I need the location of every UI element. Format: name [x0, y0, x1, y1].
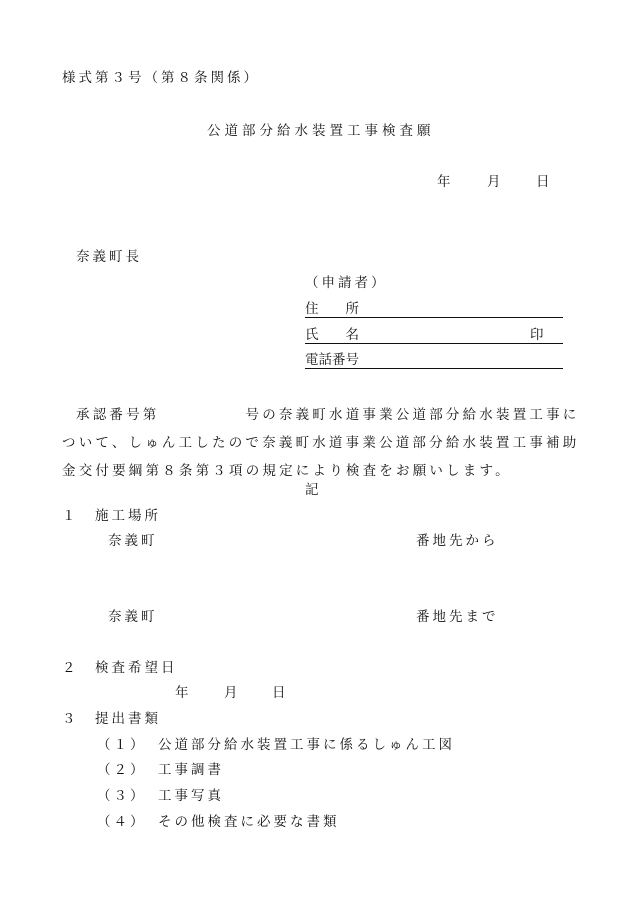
request-paragraph: [62, 401, 580, 485]
paragraph-line-2: ついて、しゅん工したので奈義町水道事業公道部分給水装置工事補助: [62, 435, 580, 451]
inspection-month-label: 月: [224, 685, 238, 701]
document-item-3-number: （３）: [97, 788, 147, 804]
applicant-heading: （申請者）: [305, 275, 388, 291]
ki-label: 記: [305, 482, 319, 498]
paragraph-line-3: 金交付要綱第８条第３項の規定により検査をお願いします。: [62, 463, 512, 479]
section2-heading: ２ 検査希望日: [62, 660, 178, 676]
document-item-1-text: 公道部分給水装置工事に係るしゅん工図: [158, 737, 455, 753]
section3-heading: ３ 提出書類: [62, 711, 161, 727]
phone-underline: [305, 368, 563, 369]
document-item-2-number: （２）: [97, 762, 147, 778]
document-item-1-number: （１）: [97, 737, 147, 753]
document-item-4-text: その他検査に必要な書類: [158, 814, 340, 830]
document-title: 公道部分給水装置工事検査願: [207, 123, 435, 139]
section1-heading: １ 施工場所: [62, 508, 161, 524]
form-number: 様式第３号（第８条関係）: [62, 70, 260, 86]
name-underline: [305, 343, 563, 344]
inspection-day-label: 日: [272, 685, 286, 701]
date-year-label: 年: [437, 174, 451, 190]
to-suffix: 番地先まで: [416, 609, 499, 625]
document-item-3-text: 工事写真: [158, 788, 224, 804]
from-suffix: 番地先から: [416, 533, 499, 549]
document-item-4-number: （４）: [97, 814, 147, 830]
to-town: 奈義町: [108, 609, 158, 625]
date-month-label: 月: [487, 174, 501, 190]
from-town: 奈義町: [108, 533, 158, 549]
seal-label: 印: [530, 327, 544, 343]
approval-number-prefix: 承認番号第: [76, 407, 160, 423]
phone-label: 電話番号: [305, 352, 359, 368]
date-day-label: 日: [536, 174, 550, 190]
name-label: 氏 名: [305, 327, 359, 343]
approval-number-suffix: 号の奈義町水道事業公道部分給水装置工事に: [245, 407, 580, 423]
inspection-year-label: 年: [175, 685, 189, 701]
addressee: 奈義町長: [76, 249, 142, 265]
address-label: 住 所: [305, 301, 359, 317]
document-item-2-text: 工事調書: [158, 762, 224, 778]
address-underline: [305, 317, 563, 318]
paragraph-line-1: [62, 401, 580, 429]
